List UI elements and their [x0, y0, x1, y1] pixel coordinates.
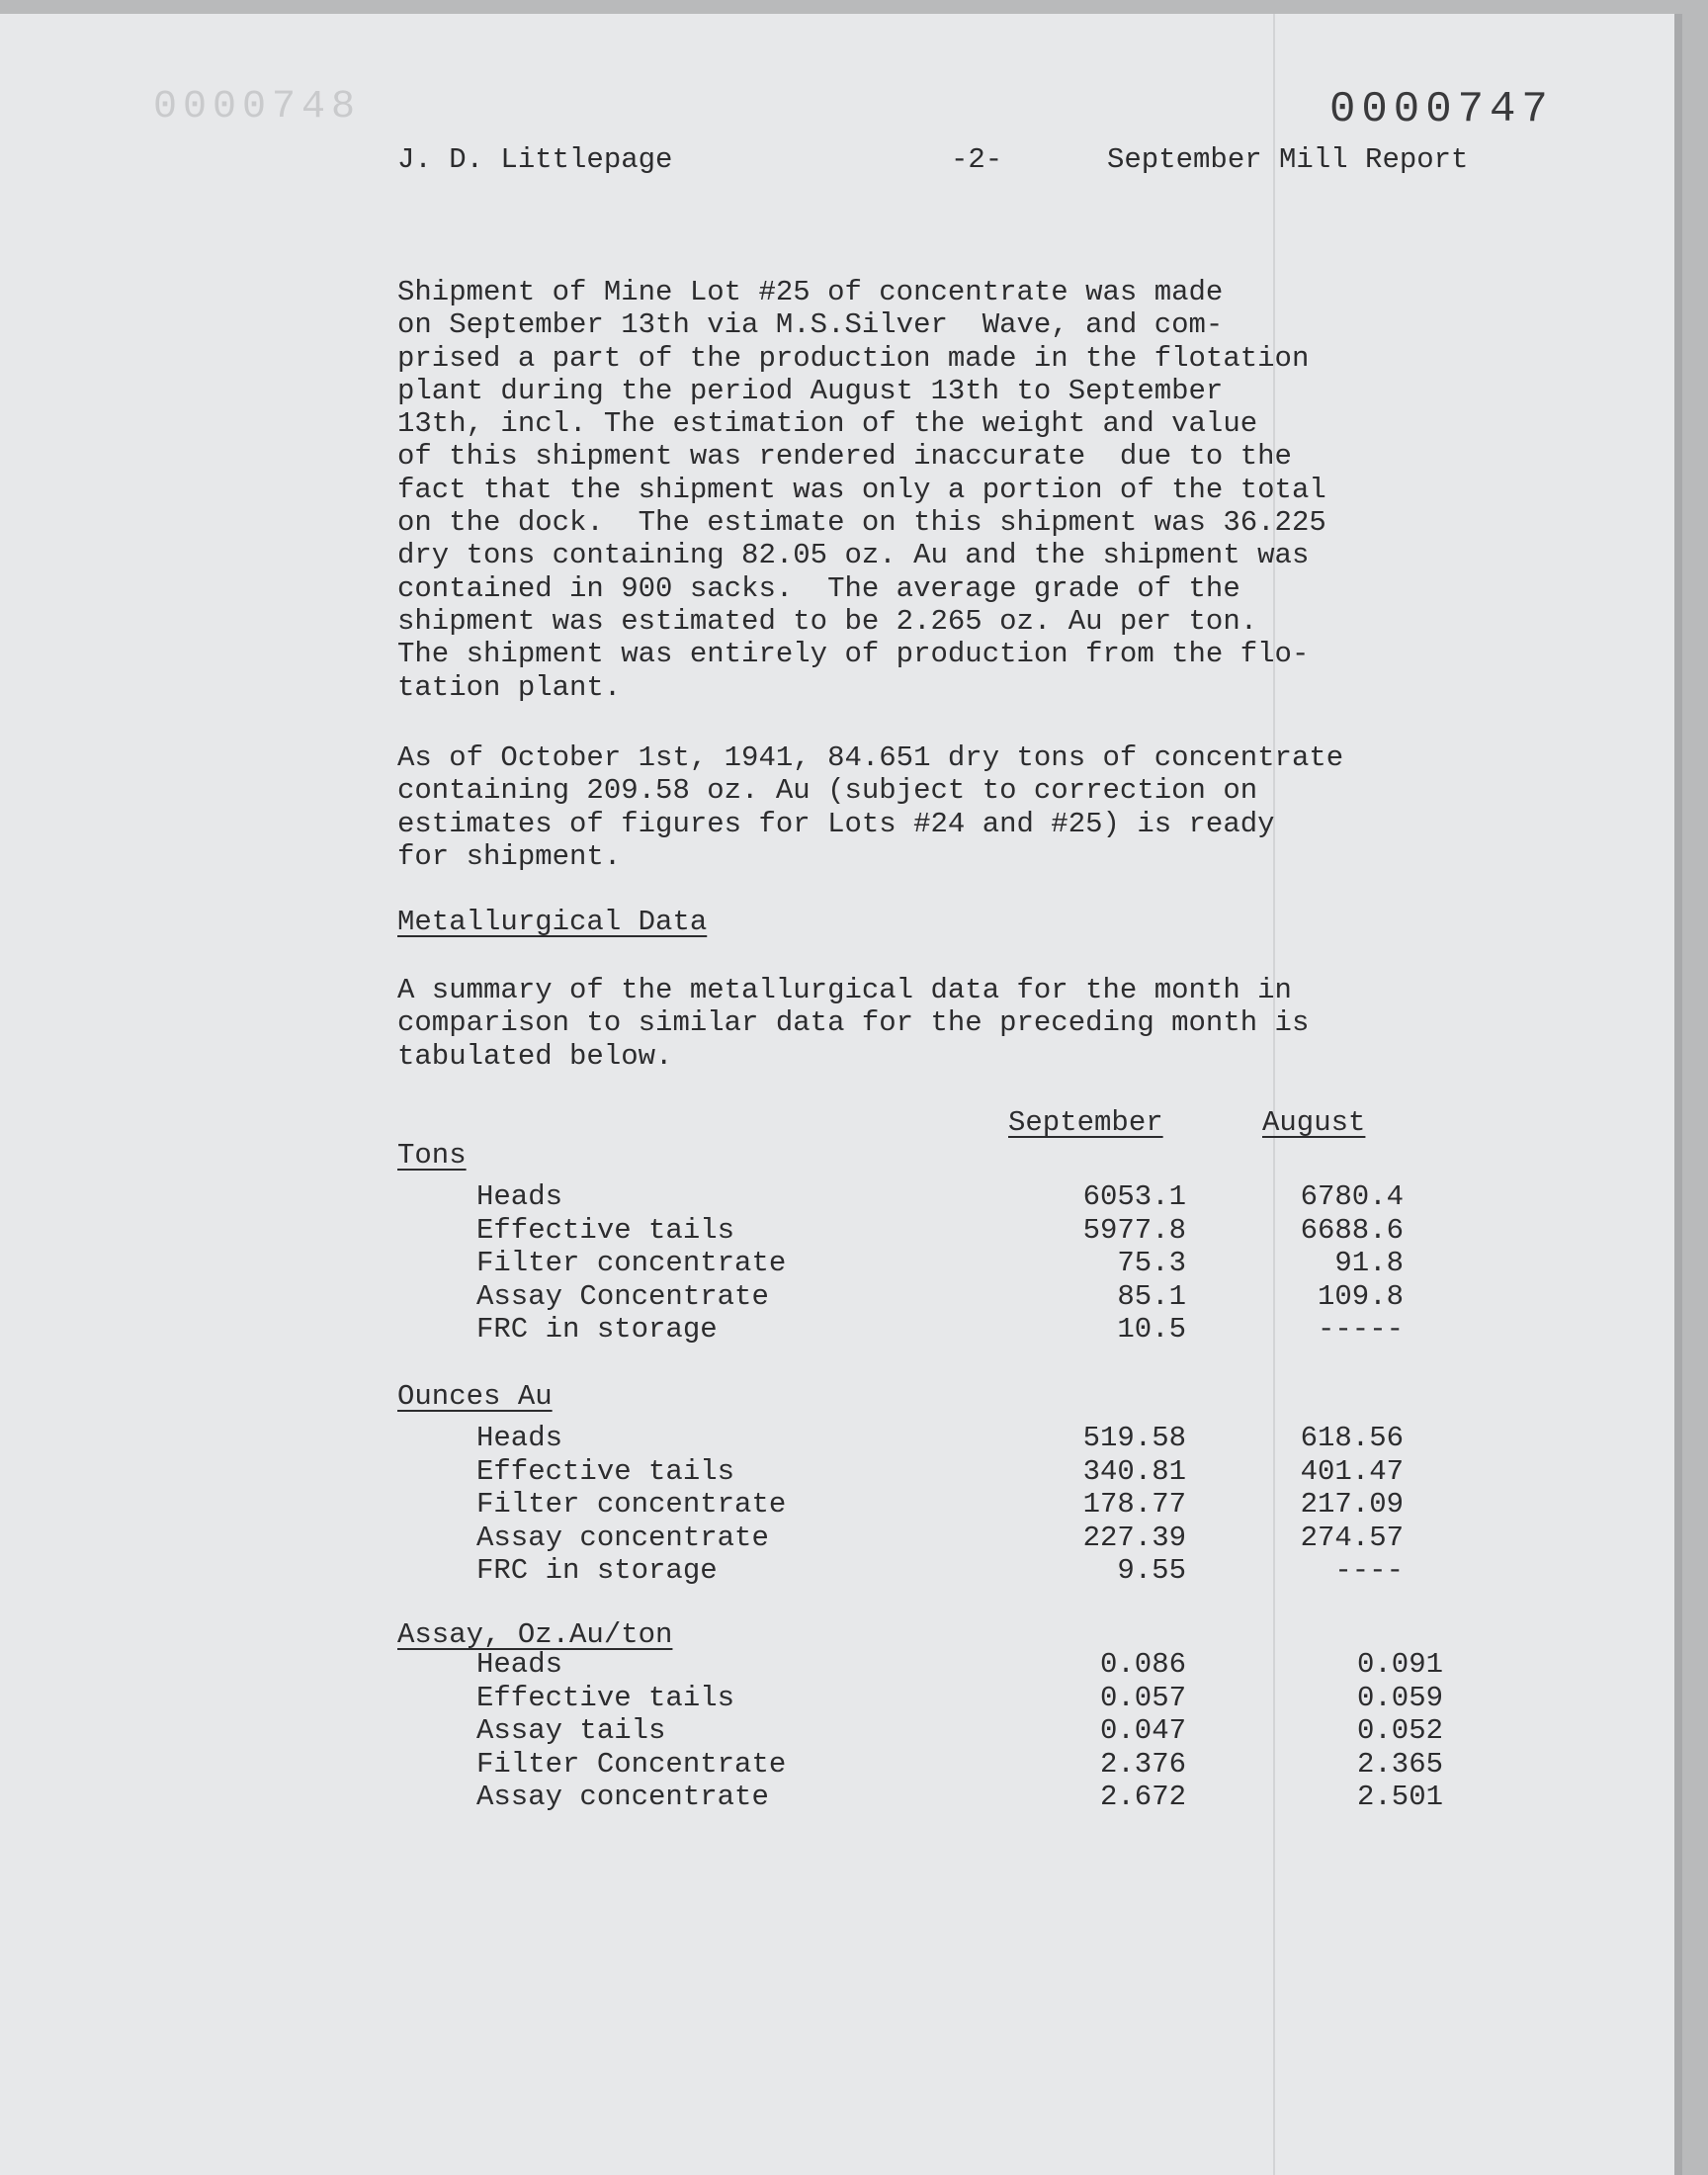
text-line: estimates of figures for Lots #24 and #25) is ready: [397, 807, 1275, 840]
table-cell-september: 0.057: [1099, 1681, 1186, 1714]
text-line: Shipment of Mine Lot #25 of concentrate was made: [397, 276, 1224, 308]
table-cell-august: 2.365: [1356, 1747, 1443, 1781]
table-cell-september: 227.39: [1082, 1521, 1186, 1554]
report-title: September Mill Report: [1107, 143, 1469, 176]
table-cell-september: 519.58: [1082, 1422, 1186, 1454]
table-cell-august: ----: [1334, 1554, 1404, 1587]
section-heading: Metallurgical Data: [397, 906, 708, 938]
ready-paragraph: [397, 741, 1343, 873]
text-line: of this shipment was rendered inaccurate due to the: [397, 440, 1292, 474]
text-line: containing 209.58 oz. Au (subject to correction on: [397, 774, 1258, 808]
column-header-september: September: [1008, 1106, 1163, 1139]
table-section-title: Tons: [397, 1139, 467, 1172]
table-cell-august: 0.059: [1356, 1681, 1443, 1714]
table-row-label: Assay Concentrate: [476, 1279, 769, 1313]
table-cell-august: 618.56: [1300, 1422, 1404, 1454]
column-header-august: August: [1262, 1106, 1366, 1139]
text-line: The shipment was entirely of production from the flo-: [397, 638, 1310, 671]
table-row-label: Filter concentrate: [476, 1488, 787, 1521]
table-row-label: Heads: [476, 1648, 563, 1681]
table-cell-september: 340.81: [1082, 1454, 1186, 1488]
text-line: 13th, incl. The estimation of the weight and value: [397, 407, 1258, 441]
table-cell-september: 2.672: [1099, 1781, 1186, 1813]
table-section-title: Assay, Oz.Au/ton: [397, 1618, 673, 1651]
table-section-title: Ounces Au: [397, 1380, 553, 1413]
table-row-label: FRC in storage: [476, 1554, 718, 1587]
text-line: on the dock. The estimate on this shipment was 36.225: [397, 506, 1326, 540]
text-line: on September 13th via M.S.Silver Wave, and com-: [397, 308, 1224, 342]
text-line: dry tons containing 82.05 oz. Au and the shipment was: [397, 539, 1310, 572]
table-cell-september: 5977.8: [1082, 1213, 1186, 1247]
table-cell-september: 10.5: [1117, 1313, 1186, 1346]
table-row-label: Heads: [476, 1422, 563, 1454]
table-cell-september: 85.1: [1117, 1279, 1186, 1313]
table-cell-august: 0.091: [1356, 1648, 1443, 1681]
table-cell-september: 0.047: [1099, 1714, 1186, 1747]
text-line: plant during the period August 13th to September: [397, 374, 1224, 407]
text-line: prised a part of the production made in the flotation: [397, 341, 1310, 375]
table-row-label: Assay tails: [476, 1714, 666, 1747]
table-cell-august: 91.8: [1334, 1247, 1404, 1279]
table-row-label: Assay concentrate: [476, 1521, 769, 1554]
table-row-label: Filter concentrate: [476, 1247, 787, 1279]
shipment-paragraph: [397, 276, 1326, 704]
table-cell-september: 0.086: [1099, 1648, 1186, 1681]
text-line: A summary of the metallurgical data for the month in: [397, 974, 1292, 1006]
table-cell-august: 401.47: [1300, 1454, 1404, 1488]
table-row-label: Effective tails: [476, 1213, 735, 1247]
text-line: tabulated below.: [397, 1039, 673, 1073]
table-cell-august: 217.09: [1300, 1488, 1404, 1521]
text-line: fact that the shipment was only a portion of the total: [397, 473, 1326, 506]
table-cell-august: 274.57: [1300, 1521, 1404, 1554]
text-line: tation plant.: [397, 670, 622, 704]
table-cell-september: 2.376: [1099, 1747, 1186, 1781]
text-line: As of October 1st, 1941, 84.651 dry tons of concentrate: [397, 741, 1344, 774]
table-cell-august: 109.8: [1317, 1279, 1404, 1313]
table-row-label: Heads: [476, 1180, 563, 1213]
text-line: shipment was estimated to be 2.265 oz. Au per ton.: [397, 604, 1258, 638]
table-cell-august: 0.052: [1356, 1714, 1443, 1747]
text-line: comparison to similar data for the preceding month is: [397, 1006, 1310, 1040]
table-row-label: FRC in storage: [476, 1313, 718, 1346]
page-number: -2-: [951, 143, 1003, 176]
table-cell-august: 6780.4: [1300, 1180, 1404, 1213]
table-cell-september: 6053.1: [1082, 1180, 1186, 1213]
table-row-label: Filter Concentrate: [476, 1747, 787, 1781]
text-line: for shipment.: [397, 839, 622, 873]
addressee: J. D. Littlepage: [397, 143, 673, 176]
table-cell-september: 9.55: [1117, 1554, 1186, 1587]
document-number: 0000747: [1329, 85, 1554, 134]
table-row-label: Assay concentrate: [476, 1781, 769, 1813]
table-row-label: Effective tails: [476, 1454, 735, 1488]
table-cell-september: 178.77: [1082, 1488, 1186, 1521]
table-cell-august: 6688.6: [1300, 1213, 1404, 1247]
table-row-label: Effective tails: [476, 1681, 735, 1714]
table-cell-september: 75.3: [1117, 1247, 1186, 1279]
text-line: contained in 900 sacks. The average grade of the: [397, 571, 1240, 605]
table-cell-august: 2.501: [1356, 1781, 1443, 1813]
table-cell-august: -----: [1317, 1313, 1404, 1346]
faint-bleed-number: 0000748: [153, 85, 362, 130]
summary-paragraph: [397, 974, 1309, 1073]
